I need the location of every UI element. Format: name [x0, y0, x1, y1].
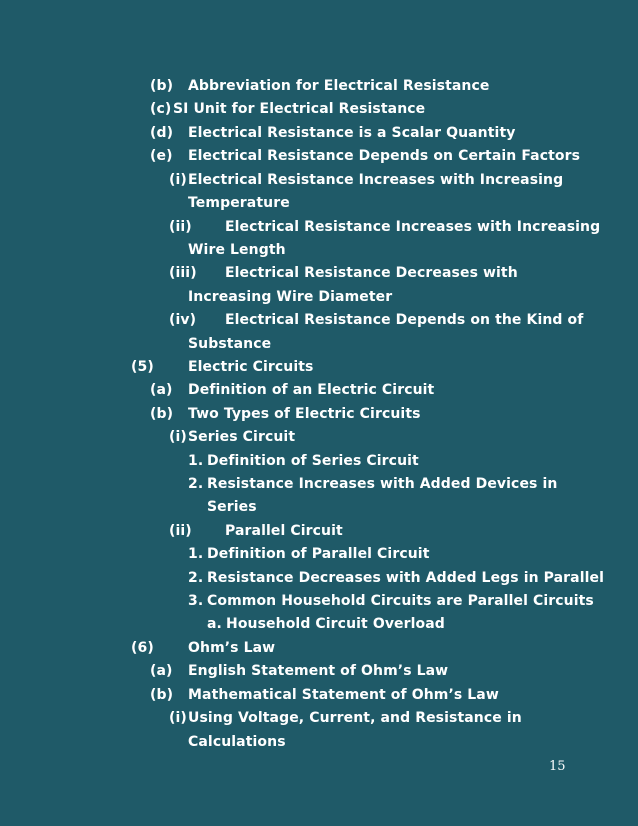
outline-text: Electrical Resistance Depends on Certain Factors — [188, 148, 581, 164]
outline-marker: (i) — [169, 710, 187, 726]
outline-marker: (ii) — [169, 219, 192, 235]
outline-marker: (c) — [150, 101, 172, 117]
outline-text: Series — [207, 499, 257, 515]
outline-marker: (d) — [150, 125, 174, 141]
outline-text: Two Types of Electric Circuits — [188, 406, 421, 422]
outline-marker: a. — [207, 616, 222, 632]
outline-marker: (a) — [150, 663, 173, 679]
outline-text: Definition of Parallel Circuit — [207, 546, 430, 562]
outline-text: Common Household Circuits are Parallel Circuits — [207, 593, 594, 609]
outline-marker: (e) — [150, 148, 173, 164]
outline-marker: (i) — [169, 172, 187, 188]
outline-marker: (5) — [131, 359, 154, 375]
outline-marker: (b) — [150, 406, 174, 422]
outline-marker: (iv) — [169, 312, 197, 328]
outline-text: Using Voltage, Current, and Resistance in — [188, 710, 522, 726]
outline-text: Household Circuit Overload — [226, 616, 445, 632]
outline-text: Resistance Increases with Added Devices in — [207, 476, 558, 492]
outline-text: Parallel Circuit — [225, 523, 343, 539]
page-number: 15 — [549, 759, 566, 774]
outline-text: Electric Circuits — [188, 359, 314, 375]
outline-marker: (iii) — [169, 265, 197, 281]
outline-marker: 1. — [188, 453, 204, 469]
outline-marker: (6) — [131, 640, 154, 656]
outline-marker: 2. — [188, 476, 204, 492]
outline-text: Ohm’s Law — [188, 640, 276, 656]
outline-marker: 3. — [188, 593, 204, 609]
outline-marker: 2. — [188, 570, 204, 586]
outline-text: Calculations — [188, 734, 286, 750]
outline-text: Electrical Resistance Decreases with — [225, 265, 518, 281]
outline-text: Series Circuit — [188, 429, 296, 445]
outline-text: Temperature — [188, 195, 290, 211]
outline-text: Increasing Wire Diameter — [188, 289, 393, 305]
outline-text: Definition of an Electric Circuit — [188, 382, 435, 398]
outline-marker: (a) — [150, 382, 173, 398]
outline-text: Abbreviation for Electrical Resistance — [188, 78, 490, 94]
outline-marker: (b) — [150, 78, 174, 94]
outline-text: Electrical Resistance is a Scalar Quantity — [188, 125, 516, 141]
outline-text: Mathematical Statement of Ohm’s Law — [188, 687, 499, 703]
outline-marker: (ii) — [169, 523, 192, 539]
outline-text: Electrical Resistance Depends on the Kind of — [225, 312, 584, 328]
outline-marker: (i) — [169, 429, 187, 445]
outline-text: SI Unit for Electrical Resistance — [173, 101, 426, 117]
outline-marker: 1. — [188, 546, 204, 562]
outline-text: Wire Length — [188, 242, 286, 258]
outline-text: Electrical Resistance Increases with Increasing — [225, 219, 601, 235]
outline-text: Electrical Resistance Increases with Increasing — [188, 172, 564, 188]
outline-text: Substance — [188, 336, 272, 352]
outline-marker: (b) — [150, 687, 174, 703]
outline-text: Definition of Series Circuit — [207, 453, 419, 469]
outline-text: Resistance Decreases with Added Legs in Parallel — [207, 570, 605, 586]
outline-text: English Statement of Ohm’s Law — [188, 663, 449, 679]
